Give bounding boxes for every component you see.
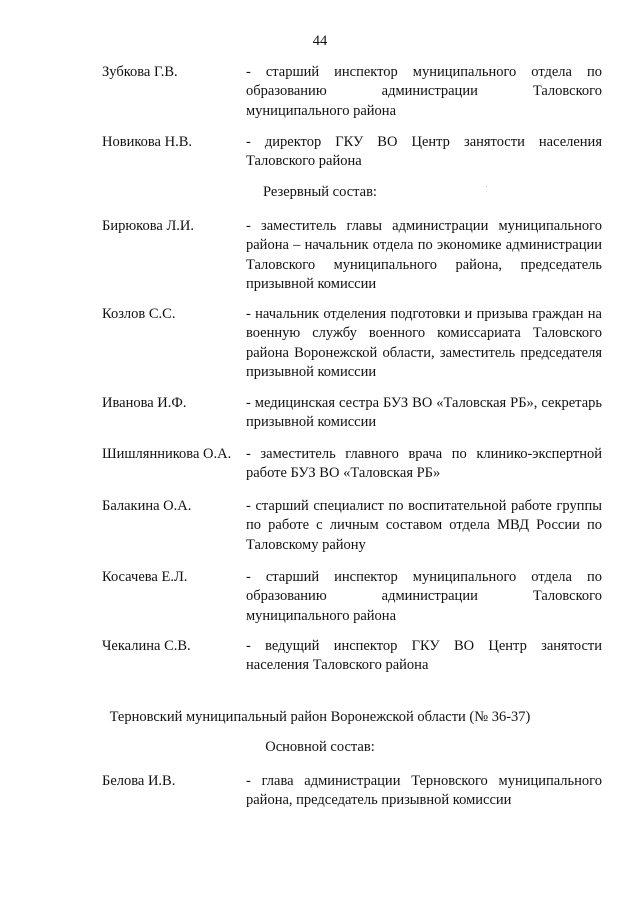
entry-name: Козлов С.С.	[102, 306, 176, 322]
entry-description: - ведущий инспектор ГКУ ВО Центр занятости населения Таловского района	[246, 638, 602, 674]
entry-name: Белова И.В.	[102, 773, 176, 789]
reserve-heading: Резервный состав:	[263, 184, 377, 200]
page-number: 44	[312, 33, 328, 49]
entry-description: - заместитель главы администрации муниципального района – начальник отдела по экономике администрации Таловского муниципального района, председатель призывной комиссии	[246, 218, 602, 292]
entry-name: Шишлянникова О.А.	[102, 446, 232, 462]
entry-name: Новикова Н.В.	[102, 134, 192, 150]
entry-name: Балакина О.А.	[102, 498, 192, 514]
entry-description: - старший специалист по воспитательной работе группы по работе с личным составом отдела МВД России по Таловскому району	[246, 498, 602, 553]
entry-description: - медицинская сестра БУЗ ВО «Таловская РБ», секретарь призывной комиссии	[246, 395, 602, 431]
entry-description: - старший инспектор муниципального отдела по образованию администрации Таловского муниципального района	[246, 569, 602, 624]
entry-name: Зубкова Г.В.	[102, 64, 178, 80]
entry-name: Косачева Е.Л.	[102, 569, 188, 585]
entry-description: - старший инспектор муниципального отдела по образованию администрации Таловского муниципального района	[246, 64, 602, 119]
main-heading: Основной состав:	[265, 739, 375, 755]
district-heading: Терновский муниципальный район Воронежской области (№ 36-37)	[109, 709, 531, 725]
entry-description: - глава администрации Терновского муниципального района, председатель призывной комиссии	[246, 773, 602, 809]
entry-description: - директор ГКУ ВО Центр занятости населения Таловского района	[246, 134, 602, 170]
entry-name: Иванова И.Ф.	[102, 395, 187, 411]
entry-description: - заместитель главного врача по клинико-экспертной работе БУЗ ВО «Таловская РБ»	[246, 446, 602, 482]
scan-speck	[486, 186, 487, 187]
entry-name: Бирюкова Л.И.	[102, 218, 194, 234]
entry-name: Чекалина С.В.	[102, 638, 191, 654]
entry-description: - начальник отделения подготовки и призыва граждан на военную службу военного комиссариата Таловского района Воронежской области, заместитель председателя призывной комиссии	[246, 306, 602, 380]
